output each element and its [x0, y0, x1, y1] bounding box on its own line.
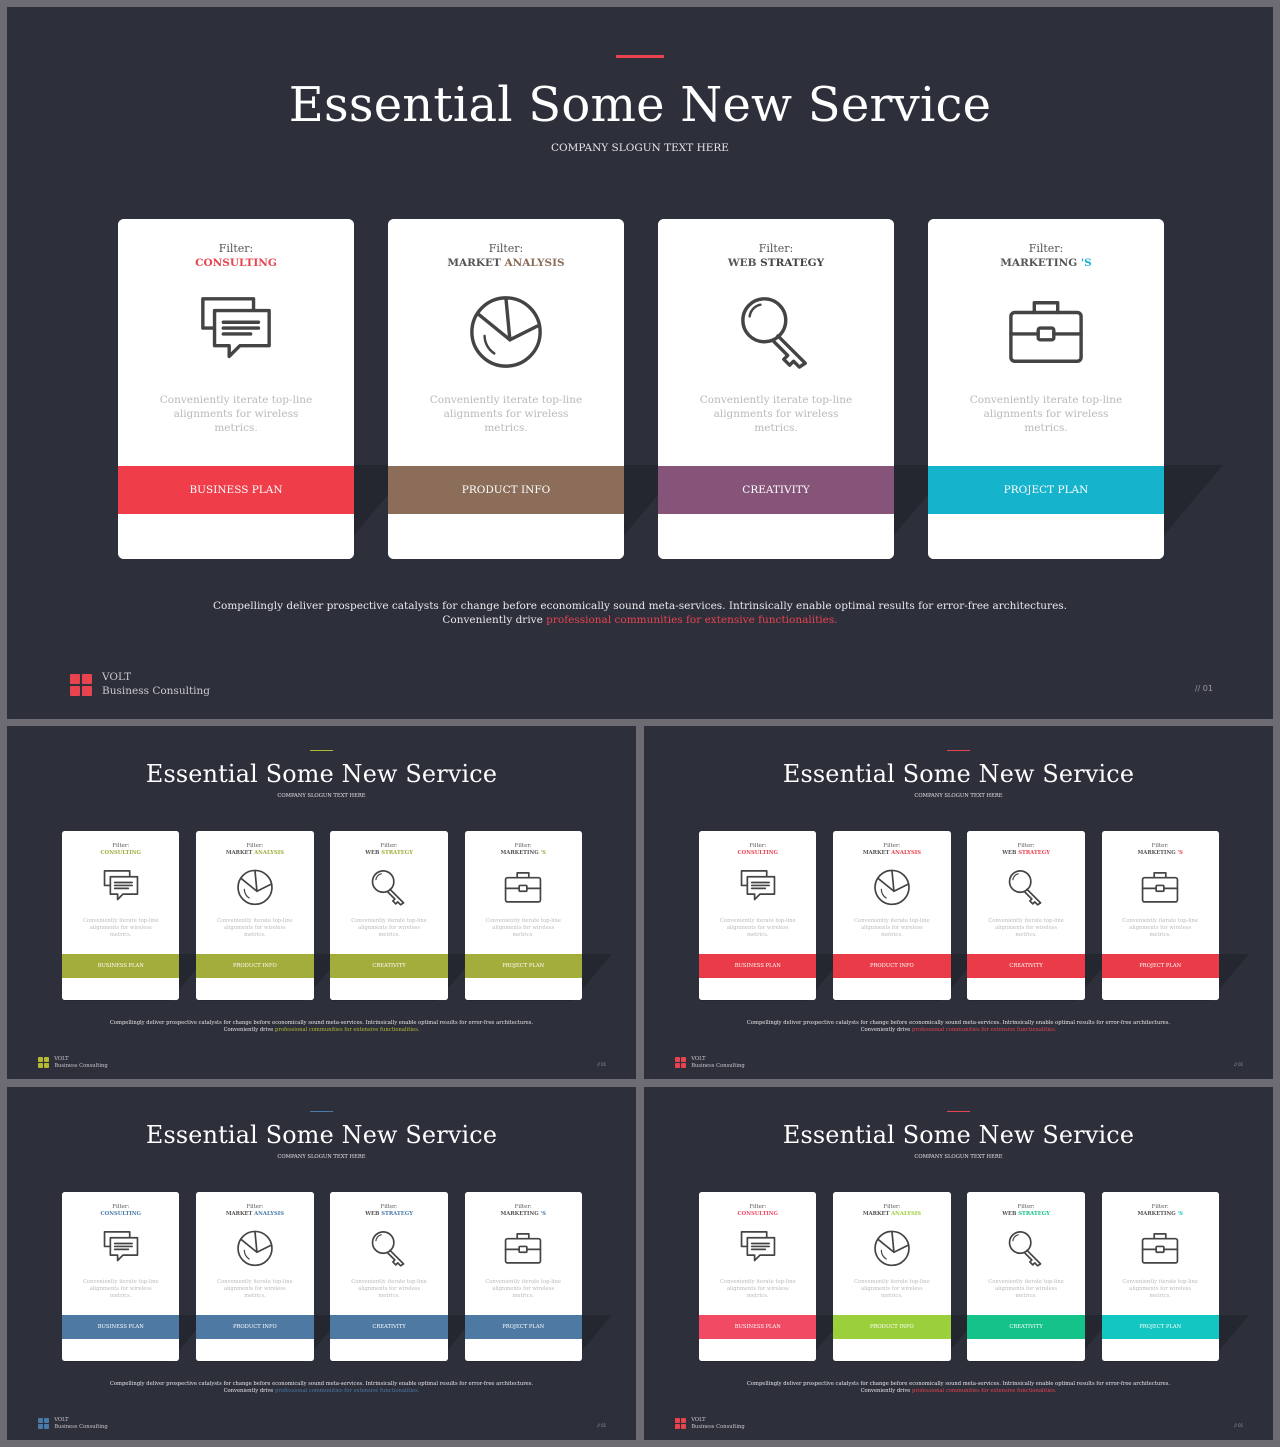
filter-label: Filter:: [380, 1203, 398, 1210]
filter-category: [833, 850, 950, 857]
body-line-1: Compellingly deliver prospective catalysts for change before economically sound meta-services. Intrinsically enable optimal results for error-free architectures.: [109, 1381, 534, 1388]
body-line-2-highlight: professional communities for extensive functionalities.: [912, 1388, 1057, 1395]
category-second-word: 'S: [1080, 257, 1092, 269]
body-line-2-plain: Conveniently drive: [860, 1027, 912, 1034]
brand-subtitle: Business Consulting: [54, 1423, 108, 1430]
filter-category: [967, 850, 1084, 857]
body-line-2: [654, 1388, 1263, 1395]
card-band-button[interactable]: PRODUCT INFO: [196, 954, 313, 978]
service-card[interactable]: [118, 219, 354, 559]
category-second-word: ANALYSIS: [891, 849, 921, 856]
card-band-button[interactable]: PROJECT PLAN: [1102, 954, 1219, 978]
filter-label: Filter:: [246, 842, 264, 849]
chat-bubbles-icon: [101, 1229, 140, 1268]
category-second-word: CONSULTING: [100, 1210, 141, 1217]
category-first-word: MARKETING: [1137, 1210, 1178, 1217]
card-description: Conveniently iterate top-line alignments for wireless metrics.: [82, 917, 159, 938]
body-line-2: [654, 1027, 1263, 1034]
volt-logo-icon: [70, 674, 92, 696]
card-body: [1102, 1192, 1219, 1361]
brand-name: VOLT: [102, 671, 132, 683]
category-second-word: STRATEGY: [381, 1210, 413, 1217]
chat-bubbles-icon: [738, 1229, 777, 1268]
filter-label: Filter:: [758, 242, 794, 255]
service-card[interactable]: [833, 831, 950, 1000]
card-body: [465, 831, 582, 1000]
category-second-word: STRATEGY: [760, 257, 825, 269]
filter-category: [465, 1211, 582, 1218]
filter-category: [465, 850, 582, 857]
filter-label: Filter:: [1017, 842, 1035, 849]
category-first-word: WEB: [365, 1210, 382, 1217]
filter-category: [928, 256, 1164, 270]
category-first-word: WEB: [727, 257, 761, 269]
pie-chart-icon: [873, 1229, 912, 1268]
filter-label: Filter:: [883, 1203, 901, 1210]
card-description: Conveniently iterate top-line alignments for wireless metrics.: [719, 1278, 796, 1299]
brand-subtitle: Business Consulting: [102, 685, 211, 697]
body-line-2-plain: Conveniently drive: [442, 614, 547, 626]
slide-body-text: [644, 1020, 1273, 1034]
brand-name: VOLT: [691, 1416, 706, 1423]
filter-category: [196, 850, 313, 857]
body-line-2-highlight: professional communities for extensive functionalities.: [546, 614, 838, 626]
body-line-2-highlight: professional communities for extensive functionalities.: [275, 1388, 420, 1395]
title-accent-line: [947, 1111, 971, 1113]
category-first-word: MARKET: [862, 849, 892, 856]
body-line-1: Compellingly deliver prospective catalysts for change before economically sound meta-services. Intrinsically enable optimal results for error-free architectures.: [109, 1020, 534, 1027]
card-body: [62, 1192, 179, 1361]
card-body: [330, 1192, 447, 1361]
filter-category: [967, 1211, 1084, 1218]
slide-body-text: [7, 1381, 636, 1395]
card-band-button[interactable]: CREATIVITY: [330, 1315, 447, 1339]
card-description: Conveniently iterate top-line alignments for wireless metrics.: [969, 394, 1123, 434]
briefcase-icon: [504, 868, 543, 907]
category-second-word: CONSULTING: [737, 1210, 778, 1217]
category-second-word: CONSULTING: [100, 849, 141, 856]
filter-label: Filter:: [1017, 1203, 1035, 1210]
pie-chart-icon: [873, 868, 912, 907]
category-first-word: MARKET: [862, 1210, 892, 1217]
card-description: Conveniently iterate top-line alignments for wireless metrics.: [351, 917, 427, 938]
title-accent-line: [947, 750, 971, 752]
service-card[interactable]: [196, 1192, 313, 1361]
card-band-button[interactable]: BUSINESS PLAN: [62, 954, 179, 978]
category-first-word: WEB: [365, 849, 382, 856]
category-second-word: ANALYSIS: [504, 257, 565, 269]
brand-name: VOLT: [54, 1055, 69, 1062]
volt-logo-icon: [675, 1057, 686, 1068]
filter-category: [388, 256, 624, 270]
key-icon: [1007, 868, 1046, 907]
briefcase-icon: [1141, 1229, 1180, 1268]
card-body: [967, 1192, 1084, 1361]
company-slogan: COMPANY SLOGUN TEXT HERE: [551, 142, 729, 154]
body-line-2: [17, 1027, 626, 1034]
service-card[interactable]: [658, 219, 894, 559]
category-second-word: CONSULTING: [737, 849, 778, 856]
filter-category: [330, 850, 447, 857]
card-description: Conveniently iterate top-line alignments for wireless metrics.: [988, 917, 1064, 938]
slide-title: Essential Some New Service: [145, 1120, 498, 1149]
body-line-2: [17, 1388, 626, 1395]
card-body: [118, 219, 354, 559]
service-card[interactable]: [833, 1192, 950, 1361]
service-card[interactable]: [62, 1192, 179, 1361]
filter-label: Filter:: [749, 842, 767, 849]
slide-3[interactable]: [644, 726, 1273, 1079]
brand-subtitle: Business Consulting: [691, 1423, 745, 1430]
filter-category: [1102, 850, 1219, 857]
card-body: [62, 831, 179, 1000]
category-first-word: MARKETING: [1137, 849, 1178, 856]
category-second-word: STRATEGY: [1018, 849, 1050, 856]
card-body: [196, 831, 313, 1000]
filter-label: Filter:: [112, 1203, 130, 1210]
chat-bubbles-icon: [197, 293, 275, 371]
pie-chart-icon: [236, 1229, 275, 1268]
card-band-button[interactable]: CREATIVITY: [967, 954, 1084, 978]
service-card[interactable]: [928, 219, 1164, 559]
body-line-1: Compellingly deliver prospective catalysts for change before economically sound meta-services. Intrinsically enable optimal results for error-free architectures.: [212, 600, 1068, 612]
service-card[interactable]: [465, 1192, 582, 1361]
body-line-2-highlight: professional communities for extensive functionalities.: [275, 1027, 420, 1034]
volt-logo-icon: [675, 1418, 686, 1429]
card-band-button[interactable]: CREATIVITY: [330, 954, 447, 978]
filter-category: [330, 1211, 447, 1218]
category-first-word: MARKETING: [500, 1210, 541, 1217]
card-band-button[interactable]: CREATIVITY: [658, 466, 894, 514]
service-card[interactable]: [699, 831, 816, 1000]
service-card[interactable]: [699, 1192, 816, 1361]
card-band-button[interactable]: PROJECT PLAN: [928, 466, 1164, 514]
volt-logo-icon: [38, 1418, 49, 1429]
filter-label: Filter:: [246, 1203, 264, 1210]
card-body: [833, 1192, 950, 1361]
card-description: Conveniently iterate top-line alignments for wireless metrics.: [485, 1278, 561, 1299]
card-band-button[interactable]: BUSINESS PLAN: [699, 1315, 816, 1339]
card-description: Conveniently iterate top-line alignments for wireless metrics.: [217, 1278, 293, 1299]
card-body: [658, 219, 894, 559]
company-slogan: COMPANY SLOGUN TEXT HERE: [277, 1153, 366, 1160]
card-description: Conveniently iterate top-line alignments for wireless metrics.: [1122, 917, 1198, 938]
card-band-button[interactable]: PROJECT PLAN: [1102, 1315, 1219, 1339]
body-line-2-plain: Conveniently drive: [223, 1027, 275, 1034]
volt-logo-icon: [38, 1057, 49, 1068]
card-description: Conveniently iterate top-line alignments for wireless metrics.: [854, 1278, 930, 1299]
card-band-button[interactable]: BUSINESS PLAN: [62, 1315, 179, 1339]
slide-2[interactable]: [7, 726, 636, 1079]
page-number: // 01: [1234, 1061, 1244, 1067]
slide-title: Essential Some New Service: [145, 759, 498, 788]
service-card[interactable]: [465, 831, 582, 1000]
slide-body-text: [7, 1020, 636, 1034]
service-card[interactable]: [967, 1192, 1084, 1361]
card-body: [967, 831, 1084, 1000]
title-accent-line: [616, 55, 664, 58]
card-body: [699, 1192, 816, 1361]
filter-label: Filter:: [1151, 842, 1169, 849]
title-accent-line: [310, 750, 334, 752]
pie-chart-icon: [467, 293, 545, 371]
filter-category: [1102, 1211, 1219, 1218]
card-band-button[interactable]: PRODUCT INFO: [388, 466, 624, 514]
card-description: Conveniently iterate top-line alignments for wireless metrics.: [485, 917, 561, 938]
briefcase-icon: [1007, 293, 1085, 371]
category-first-word: WEB: [1002, 1210, 1019, 1217]
brand-subtitle: Business Consulting: [54, 1062, 108, 1069]
key-icon: [737, 293, 815, 371]
card-band-button[interactable]: BUSINESS PLAN: [699, 954, 816, 978]
card-description: Conveniently iterate top-line alignments for wireless metrics.: [217, 917, 293, 938]
slide-1[interactable]: [7, 7, 1273, 719]
slide-4[interactable]: [7, 1087, 636, 1440]
category-second-word: 'S: [1177, 849, 1183, 856]
category-second-word: ANALYSIS: [254, 1210, 284, 1217]
service-card[interactable]: [388, 219, 624, 559]
card-band-button[interactable]: PRODUCT INFO: [196, 1315, 313, 1339]
filter-category: [62, 850, 179, 857]
card-band-button[interactable]: CREATIVITY: [967, 1315, 1084, 1339]
category-first-word: MARKET: [225, 849, 255, 856]
page-number: // 01: [597, 1422, 607, 1428]
category-second-word: ANALYSIS: [891, 1210, 921, 1217]
service-card[interactable]: [196, 831, 313, 1000]
category-first-word: MARKETING: [1000, 257, 1081, 269]
card-description: Conveniently iterate top-line alignments for wireless metrics.: [429, 394, 583, 434]
card-body: [699, 831, 816, 1000]
category-first-word: MARKETING: [500, 849, 541, 856]
slide-body-text: [644, 1381, 1273, 1395]
title-accent-line: [310, 1111, 334, 1113]
card-description: Conveniently iterate top-line alignments for wireless metrics.: [82, 1278, 159, 1299]
card-description: Conveniently iterate top-line alignments for wireless metrics.: [159, 394, 313, 434]
service-card[interactable]: [1102, 831, 1219, 1000]
card-body: [330, 831, 447, 1000]
category-second-word: CONSULTING: [195, 257, 277, 269]
key-icon: [1007, 1229, 1046, 1268]
filter-label: Filter:: [380, 842, 398, 849]
body-line-2-highlight: professional communities for extensive functionalities.: [912, 1027, 1057, 1034]
filter-category: [196, 1211, 313, 1218]
body-line-1: Compellingly deliver prospective catalysts for change before economically sound meta-services. Intrinsically enable optimal results for error-free architectures.: [746, 1381, 1171, 1388]
filter-label: Filter:: [1151, 1203, 1169, 1210]
filter-label: Filter:: [218, 242, 254, 255]
slide-title: Essential Some New Service: [288, 77, 992, 133]
filter-category: [699, 1211, 816, 1218]
page-number: // 01: [597, 1061, 607, 1067]
key-icon: [370, 1229, 409, 1268]
slide-title: Essential Some New Service: [782, 1120, 1135, 1149]
category-second-word: 'S: [1177, 1210, 1183, 1217]
body-line-2-plain: Conveniently drive: [223, 1388, 275, 1395]
card-description: Conveniently iterate top-line alignments for wireless metrics.: [854, 917, 930, 938]
filter-category: [62, 1211, 179, 1218]
filter-label: Filter:: [112, 842, 130, 849]
category-second-word: 'S: [540, 1210, 546, 1217]
key-icon: [370, 868, 409, 907]
company-slogan: COMPANY SLOGUN TEXT HERE: [914, 1153, 1003, 1160]
filter-label: Filter:: [883, 842, 901, 849]
card-body: [465, 1192, 582, 1361]
card-body: [196, 1192, 313, 1361]
category-first-word: MARKET: [225, 1210, 255, 1217]
pie-chart-icon: [236, 868, 275, 907]
company-slogan: COMPANY SLOGUN TEXT HERE: [914, 792, 1003, 799]
card-description: Conveniently iterate top-line alignments for wireless metrics.: [988, 1278, 1064, 1299]
filter-category: [699, 850, 816, 857]
service-card[interactable]: [330, 831, 447, 1000]
card-band-button[interactable]: PROJECT PLAN: [465, 1315, 582, 1339]
card-band-button[interactable]: PROJECT PLAN: [465, 954, 582, 978]
service-card[interactable]: [330, 1192, 447, 1361]
briefcase-icon: [504, 1229, 543, 1268]
filter-category: [118, 256, 354, 270]
filter-label: Filter:: [488, 242, 524, 255]
page-number: // 01: [1234, 1422, 1244, 1428]
card-description: Conveniently iterate top-line alignments for wireless metrics.: [719, 917, 796, 938]
filter-label: Filter:: [1028, 242, 1064, 255]
slide-body-text: [7, 599, 1273, 627]
slide-title: Essential Some New Service: [782, 759, 1135, 788]
slide-5[interactable]: [644, 1087, 1273, 1440]
category-first-word: MARKET: [447, 257, 505, 269]
card-body: [928, 219, 1164, 559]
body-line-2-plain: Conveniently drive: [860, 1388, 912, 1395]
card-body: [833, 831, 950, 1000]
filter-label: Filter:: [749, 1203, 767, 1210]
service-card[interactable]: [1102, 1192, 1219, 1361]
card-description: Conveniently iterate top-line alignments for wireless metrics.: [699, 394, 853, 434]
card-body: [1102, 831, 1219, 1000]
briefcase-icon: [1141, 868, 1180, 907]
category-second-word: STRATEGY: [1018, 1210, 1050, 1217]
category-second-word: 'S: [540, 849, 546, 856]
filter-category: [833, 1211, 950, 1218]
brand-subtitle: Business Consulting: [691, 1062, 745, 1069]
card-description: Conveniently iterate top-line alignments for wireless metrics.: [351, 1278, 427, 1299]
service-card[interactable]: [62, 831, 179, 1000]
filter-category: [658, 256, 894, 270]
chat-bubbles-icon: [738, 868, 777, 907]
body-line-2: [27, 613, 1253, 627]
category-first-word: WEB: [1002, 849, 1019, 856]
chat-bubbles-icon: [101, 868, 140, 907]
page-number: // 01: [1194, 684, 1213, 693]
card-band-button[interactable]: BUSINESS PLAN: [118, 466, 354, 514]
service-card[interactable]: [967, 831, 1084, 1000]
body-line-1: Compellingly deliver prospective catalysts for change before economically sound meta-services. Intrinsically enable optimal results for error-free architectures.: [746, 1020, 1171, 1027]
card-band-button[interactable]: PRODUCT INFO: [833, 954, 950, 978]
card-body: [388, 219, 624, 559]
category-second-word: STRATEGY: [381, 849, 413, 856]
company-slogan: COMPANY SLOGUN TEXT HERE: [277, 792, 366, 799]
category-second-word: ANALYSIS: [254, 849, 284, 856]
brand-name: VOLT: [54, 1416, 69, 1423]
brand-name: VOLT: [691, 1055, 706, 1062]
card-band-button[interactable]: PRODUCT INFO: [833, 1315, 950, 1339]
card-description: Conveniently iterate top-line alignments for wireless metrics.: [1122, 1278, 1198, 1299]
filter-label: Filter:: [514, 1203, 532, 1210]
filter-label: Filter:: [514, 842, 532, 849]
